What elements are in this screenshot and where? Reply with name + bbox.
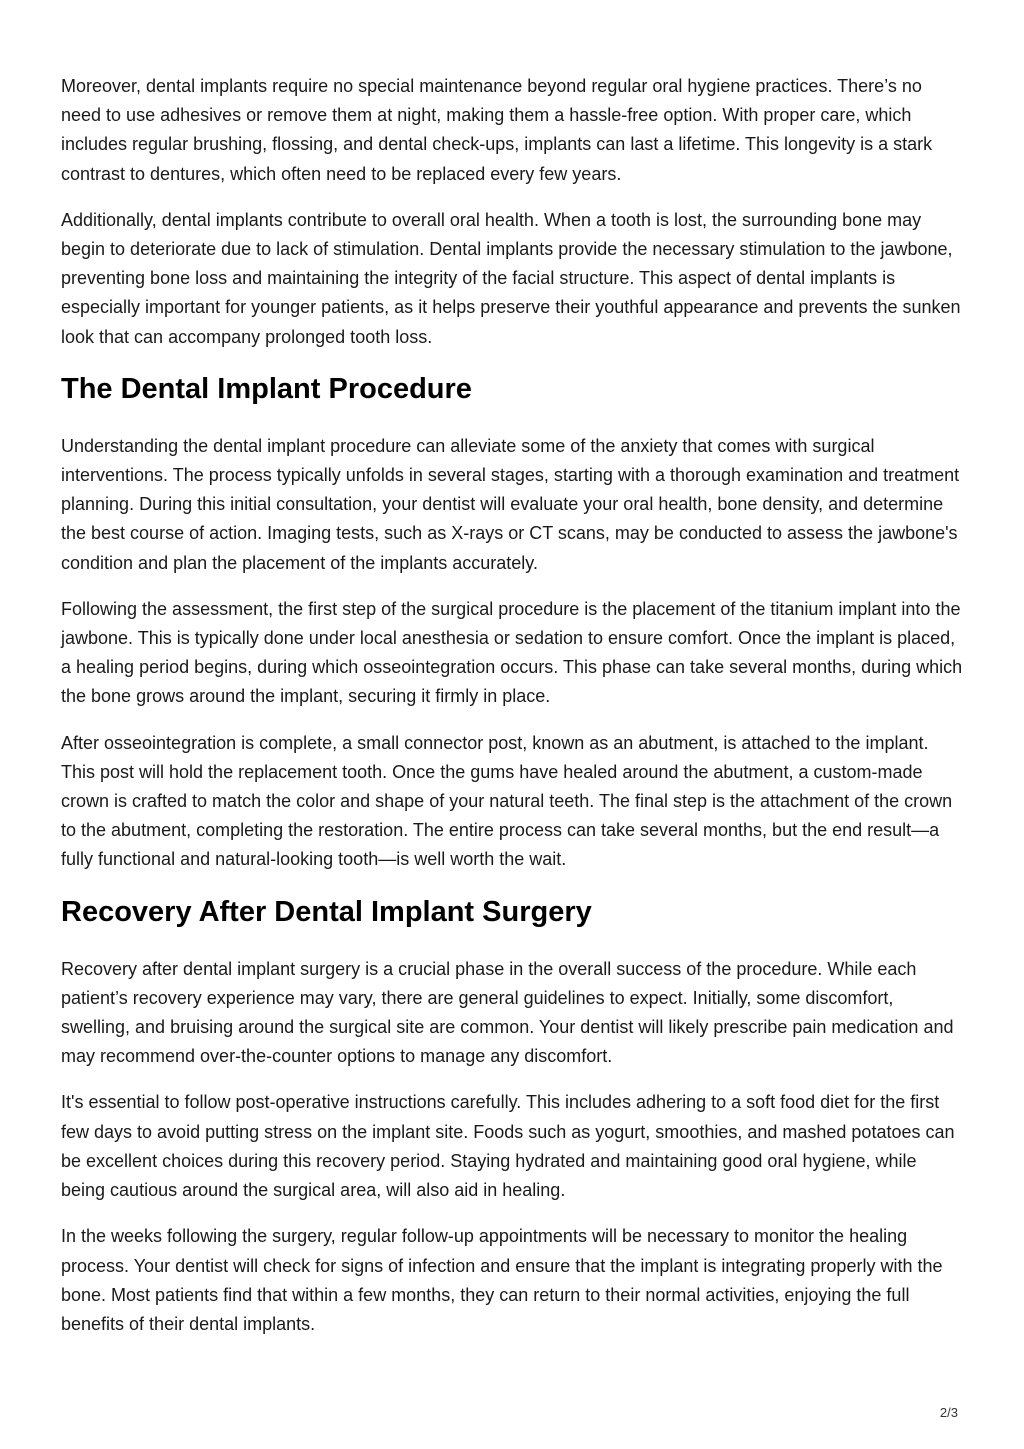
paragraph-maintenance: Moreover, dental implants require no special maintenance beyond regular oral hygiene practices. There’s no need to use adhesives or remove them at night, making them a hassle-free option. With proper care, which includes regular brushing, flossing, and dental check-ups, implants can last a lifetime. This longevity is a stark contrast to dentures, which often need to be replaced every few years. bbox=[61, 76, 933, 184]
heading-procedure: The Dental Implant Procedure bbox=[61, 372, 472, 405]
paragraph-recovery-followup: In the weeks following the surgery, regular follow-up appointments will be necessary to monitor the healing process. Your dentist will check for signs of infection and ensure that the implant is integrating properly with the bone. Most patients find that within a few months, they can return to their normal activities, enjoying the full benefits of their dental implants. bbox=[61, 1226, 943, 1334]
document-page bbox=[61, 72, 965, 1356]
page-number: 2/3 bbox=[939, 1405, 958, 1420]
paragraph-procedure-placement: Following the assessment, the first step of the surgical procedure is the placement of the titanium implant into the jawbone. This is typically done under local anesthesia or sedation to ensure comfort. Once the implant is placed, a healing period begins, during which osseointegration occurs. This phase can take several months, during which the bone grows around the implant, securing it firmly in place. bbox=[61, 598, 963, 707]
paragraph-procedure-abutment: After osseointegration is complete, a small connector post, known as an abutment, is attached to the implant. This post will hold the replacement tooth. Once the gums have healed around the abutment, a custom-made crown is crafted to match the color and shape of your natural teeth. The final step is the attachment of the crown to the abutment, completing the restoration. The entire process can take several months, but the end result—a fully functional and natural-looking tooth—is well worth the wait. bbox=[61, 732, 953, 870]
paragraph-oral-health: Additionally, dental implants contribute to overall oral health. When a tooth is lost, the surrounding bone may begin to deteriorate due to lack of stimulation. Dental implants provide the necessary stimulation to the jawbone, preventing bone loss and maintaining the integrity of the facial structure. This aspect of dental implants is especially important for younger patients, as it helps preserve their youthful appearance and prevents the sunken look that can accompany prolonged tooth loss. bbox=[61, 209, 961, 347]
paragraph-recovery-instructions: It's essential to follow post-operative instructions carefully. This includes adhering to a soft food diet for the first few days to avoid putting stress on the implant site. Foods such as yogurt, smoothies, and mashed potatoes can be excellent choices during this recovery period. Staying hydrated and maintaining good oral hygiene, while being cautious around the surgical area, will also aid in healing. bbox=[61, 1092, 955, 1201]
heading-recovery: Recovery After Dental Implant Surgery bbox=[61, 895, 592, 928]
paragraph-recovery-overview: Recovery after dental implant surgery is a crucial phase in the overall success of the procedure. While each patient’s recovery experience may vary, there are general guidelines to expect. Initially, some discomfort, swelling, and bruising around the surgical site are common. Your dentist will likely prescribe pain medication and may recommend over-the-counter options to manage any discomfort. bbox=[61, 958, 954, 1067]
paragraph-procedure-overview: Understanding the dental implant procedure can alleviate some of the anxiety that comes with surgical interventions. The process typically unfolds in several stages, starting with a thorough examination and treatment planning. During this initial consultation, your dentist will evaluate your oral health, bone density, and determine the best course of action. Imaging tests, such as X-rays or CT scans, may be conducted to assess the jawbone's condition and plan the placement of the implants accurately. bbox=[61, 435, 960, 573]
